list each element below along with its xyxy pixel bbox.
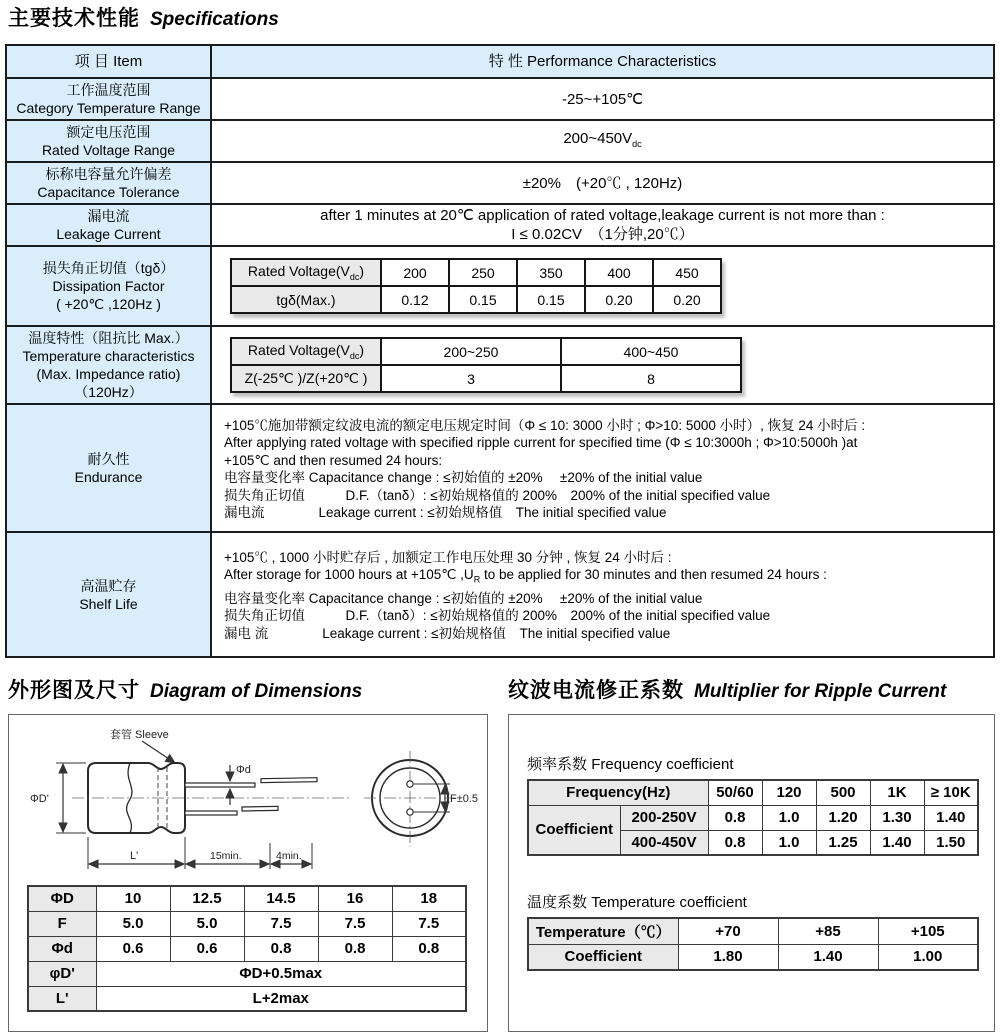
capacitor-dimension-drawing <box>12 721 484 881</box>
body-length-label: L' <box>130 850 139 862</box>
ripple-heading-zh: 纹波电流修正系数 <box>508 679 684 702</box>
lead-hole <box>407 809 413 815</box>
shelf-line-text: to be applied for 30 minutes and then resumed 24 hours : <box>480 567 827 583</box>
capacitor-top-view <box>364 751 478 847</box>
dim-value-cell: 7.5 <box>318 911 392 936</box>
label-line-zh: 高温贮存 <box>80 577 137 594</box>
lead-bottom-segment <box>242 806 278 811</box>
lead-length-label: 15min. <box>210 850 242 862</box>
lead-tip-label: 4min. <box>276 850 302 862</box>
shelf-line: 损失角正切值 D.F.（tanδ）: ≤初始规格值的 200% 200% of the initial specified value <box>224 608 771 624</box>
capacitance-tolerance-label <box>6 162 211 204</box>
label-line-en: ( +20℃ ,120Hz ) <box>56 296 161 312</box>
dim-value-cell: 0.8 <box>392 936 466 961</box>
frequency-coefficient-table <box>527 779 979 856</box>
lead-top-segment <box>261 778 317 783</box>
leakage-current-label <box>6 204 211 246</box>
head-subscript: dc <box>349 271 360 282</box>
endurance-label <box>6 404 211 532</box>
impedance-head-cell <box>231 338 381 365</box>
tgd-label-cell: tgδ(Max.) <box>231 286 381 313</box>
dim-value-cell: 5.0 <box>170 911 244 936</box>
frequency-cell: ≥ 10K <box>924 780 978 805</box>
label-line-zh: 温度特性（阻抗比 Max.） <box>28 330 189 346</box>
temp-coeff-value-cell: 1.00 <box>878 944 978 970</box>
voltage-value-subscript: dc <box>632 138 642 149</box>
coefficient-head-cell: Coefficient <box>528 805 620 855</box>
voltage-cell: 350 <box>517 259 585 286</box>
temperature-range-label <box>6 78 211 120</box>
dimensions-panel <box>8 714 488 1032</box>
endurance-line: After applying rated voltage with specified ripple current for specified time (Φ ≤ 10:3000h ; Φ>10:5000h )at <box>224 435 858 450</box>
dissipation-factor-cell <box>211 246 994 326</box>
tgd-value-cell: 0.15 <box>517 286 585 313</box>
label-line-en: Temperature characteristics <box>22 348 195 364</box>
endurance-line: 漏电流 Leakage current : ≤初始规格值 The initial specified value <box>224 505 667 520</box>
label-line-en: Leakage Current <box>56 226 161 242</box>
temperature-label-zh: 温度系数 <box>527 894 588 911</box>
tgd-value-cell: 0.20 <box>653 286 721 313</box>
leakage-line-1: after 1 minutes at 20℃ application of rated voltage,leakage current is not more than : <box>320 207 885 224</box>
dimensions-heading-zh: 外形图及尺寸 <box>8 679 140 702</box>
shelf-line: 漏电 流 Leakage current : ≤初始规格值 The initial specified value <box>224 625 671 641</box>
label-line-en: Capacitance Tolerance <box>37 184 180 200</box>
endurance-line: 损失角正切值 D.F.（tanδ）: ≤初始规格值的 200% 200% of the initial specified value <box>224 487 771 503</box>
ripple-panel <box>508 714 995 1032</box>
rated-voltage-label <box>6 120 211 162</box>
item-header-cell: 项 目 Item <box>6 45 211 78</box>
impedance-value-cell: 3 <box>381 365 561 392</box>
label-line-zh: 耐久性 <box>87 451 130 467</box>
dim-value-cell: 0.8 <box>318 936 392 961</box>
label-line-en: Dissipation Factor <box>52 278 165 294</box>
shelf-line: 电容量变化率 Capacitance change : ≤初始值的 ±20% ±20% of the initial value <box>224 590 703 606</box>
label-line-en: Category Temperature Range <box>16 100 201 116</box>
dim-row-F <box>28 911 466 936</box>
coeff-value-cell: 1.0 <box>762 805 816 830</box>
impedance-header-row <box>231 338 741 365</box>
dim-value-cell: 5.0 <box>96 911 170 936</box>
dissipation-values-row <box>231 286 721 313</box>
head-text: Rated Voltage(V <box>247 263 350 280</box>
frequency-coeff-row-low <box>528 805 978 830</box>
tgd-value-cell: 0.12 <box>381 286 449 313</box>
impedance-label-cell: Z(-25℃ )/Z(+20℃ ) <box>231 365 381 392</box>
body-diameter-label: ΦD' <box>30 793 49 805</box>
characteristics-header-cell: 特 性 Performance Characteristics <box>211 45 994 78</box>
temperature-characteristics-cell <box>211 326 994 404</box>
frequency-cell: 120 <box>762 780 816 805</box>
frequency-header-row <box>528 780 978 805</box>
coeff-value-cell: 0.8 <box>708 805 762 830</box>
coeff-value-cell: 1.50 <box>924 830 978 855</box>
lead-hole <box>407 781 413 787</box>
rated-voltage-value <box>211 120 994 162</box>
capacitance-tolerance-row <box>6 162 994 204</box>
frequency-cell: 500 <box>816 780 870 805</box>
temperature-coefficient-table <box>527 917 979 971</box>
coeff-value-cell: 1.0 <box>762 830 816 855</box>
coeff-value-cell: 1.30 <box>870 805 924 830</box>
temperature-coefficient-label <box>527 891 747 912</box>
temperature-cell: +85 <box>778 918 878 944</box>
head-text: ) <box>359 263 365 280</box>
dim-span-cell: ΦD+0.5max <box>96 961 466 986</box>
lead-top-segment <box>185 783 255 787</box>
voltage-value: 200~450V <box>563 129 633 147</box>
voltage-cell: 450 <box>653 259 721 286</box>
tgd-value-cell: 0.20 <box>585 286 653 313</box>
shelf-line: +105℃ , 1000 小时贮存后 , 加额定工作电压处理 30 分钟 , 恢复 24 小时后 : <box>224 549 672 565</box>
lead-bottom-segment <box>185 811 237 815</box>
tgd-value-cell: 0.15 <box>449 286 517 313</box>
temperature-characteristics-label <box>6 326 211 404</box>
endurance-line: +105℃ and then resumed 24 hours: <box>224 452 443 468</box>
dim-label-cell: F <box>28 911 96 936</box>
dim-value-cell: 12.5 <box>170 886 244 911</box>
dim-value-cell: 0.6 <box>96 936 170 961</box>
dim-length-chain <box>88 837 312 869</box>
frequency-head-cell: Frequency(Hz) <box>528 780 708 805</box>
label-line-zh: 损失角正切值（tgδ） <box>42 260 175 276</box>
label-line-en: Rated Voltage Range <box>41 142 176 158</box>
frequency-label-en: Frequency coefficient <box>591 756 734 773</box>
head-subscript: dc <box>349 350 360 361</box>
frequency-cell: 1K <box>870 780 924 805</box>
label-line-en: Shelf Life <box>79 595 138 612</box>
dim-value-cell: 14.5 <box>244 886 318 911</box>
dim-row-phiD2 <box>28 961 466 986</box>
leakage-current-value <box>211 204 994 246</box>
specifications-table <box>5 44 995 658</box>
dissipation-head-cell <box>231 259 381 286</box>
capacitance-tolerance-value: ±20% (+20℃ , 120Hz) <box>211 162 994 204</box>
specifications-heading <box>8 2 279 32</box>
voltage-cell: 400 <box>585 259 653 286</box>
dim-row-L2 <box>28 986 466 1011</box>
impedance-ratio-table <box>230 337 742 393</box>
head-text: ) <box>359 342 365 359</box>
dim-row-phid <box>28 936 466 961</box>
dim-value-cell: 18 <box>392 886 466 911</box>
dim-label-cell: ΦD <box>28 886 96 911</box>
temperature-cell: +105 <box>878 918 978 944</box>
spec-header-row <box>6 45 994 78</box>
dim-span-cell: L+2max <box>96 986 466 1011</box>
voltage-cell: 250 <box>449 259 517 286</box>
sleeve-label: 套管 Sleeve <box>110 729 169 741</box>
frequency-label-zh: 频率系数 <box>527 756 588 773</box>
label-line-zh: 标称电容量允许偏差 <box>45 166 172 182</box>
label-line-zh: 漏电流 <box>87 208 130 224</box>
label-line-zh: 额定电压范围 <box>66 124 151 140</box>
ripple-heading-en: Multiplier for Ripple Current <box>694 681 947 702</box>
dim-value-cell: 10 <box>96 886 170 911</box>
voltage-range-cell: 200-250V <box>620 805 708 830</box>
voltage-range-cell: 400-450V <box>620 830 708 855</box>
sleeve-callout-line <box>142 741 175 763</box>
dim-label-cell: φD' <box>28 961 96 986</box>
temperature-header-row <box>528 918 978 944</box>
impedance-value-cell: 8 <box>561 365 741 392</box>
temperature-characteristics-row <box>6 326 994 404</box>
temperature-range-row <box>6 78 994 120</box>
rated-voltage-row <box>6 120 994 162</box>
endurance-text <box>211 404 994 532</box>
range-cell: 400~450 <box>561 338 741 365</box>
label-line-en: （120Hz） <box>74 384 143 400</box>
shelf-line <box>224 566 987 589</box>
voltage-cell: 200 <box>381 259 449 286</box>
endurance-row <box>6 404 994 532</box>
coeff-value-cell: 1.20 <box>816 805 870 830</box>
endurance-line: 电容量变化率 Capacitance change : ≤初始值的 ±20% ±20% of the initial value <box>224 470 703 485</box>
label-line-en: Endurance <box>74 469 143 485</box>
dim-value-cell: 0.6 <box>170 936 244 961</box>
range-cell: 200~250 <box>381 338 561 365</box>
label-line-zh: 工作温度范围 <box>66 82 151 98</box>
dissipation-table <box>230 258 722 314</box>
temp-coeff-value-cell: 1.40 <box>778 944 878 970</box>
coeff-value-cell: 1.40 <box>924 805 978 830</box>
temperature-range-value: -25~+105℃ <box>211 78 994 120</box>
temperature-cell: +70 <box>678 918 778 944</box>
ripple-heading <box>508 674 946 704</box>
dimensions-heading <box>8 674 362 704</box>
dim-value-cell: 7.5 <box>392 911 466 936</box>
coefficient-head-cell: Coefficient <box>528 944 678 970</box>
temperature-head-cell: Temperature（℃） <box>528 918 678 944</box>
specifications-heading-en: Specifications <box>150 9 279 30</box>
specifications-heading-zh: 主要技术性能 <box>8 7 140 30</box>
leakage-line-2: I ≤ 0.02CV （1分钟,20℃） <box>511 226 694 243</box>
shelf-line-subscript: R <box>473 575 481 586</box>
frequency-cell: 50/60 <box>708 780 762 805</box>
dim-value-cell: 7.5 <box>244 911 318 936</box>
head-text: Rated Voltage(V <box>247 342 350 359</box>
leakage-current-row <box>6 204 994 246</box>
dissipation-factor-row <box>6 246 994 326</box>
label-line-en: (Max. Impedance ratio) <box>36 366 181 382</box>
dim-row-phiD <box>28 886 466 911</box>
coeff-value-cell: 1.40 <box>870 830 924 855</box>
impedance-values-row <box>231 365 741 392</box>
temp-coeff-value-cell: 1.80 <box>678 944 778 970</box>
lead-spacing-label: F±0.5 <box>450 793 479 805</box>
dissipation-header-row <box>231 259 721 286</box>
dim-label-cell: L' <box>28 986 96 1011</box>
shelf-line-text: After storage for 1000 hours at +105℃ ,U <box>224 567 474 583</box>
coeff-value-cell: 1.25 <box>816 830 870 855</box>
endurance-line: +105℃施加带额定纹波电流的额定电压规定时间（Φ ≤ 10: 3000 小时 ; Φ>10: 5000 小时）, 恢复 24 小时后 : <box>224 417 866 433</box>
dim-label-cell: Φd <box>28 936 96 961</box>
frequency-coefficient-label <box>527 753 734 774</box>
dim-value-cell: 0.8 <box>244 936 318 961</box>
temperature-label-en: Temperature coefficient <box>591 894 747 911</box>
dimensions-heading-en: Diagram of Dimensions <box>150 681 363 702</box>
dissipation-factor-label <box>6 246 211 326</box>
shelf-life-label <box>6 532 211 657</box>
shelf-life-row <box>6 532 994 657</box>
temperature-values-row <box>528 944 978 970</box>
coeff-value-cell: 0.8 <box>708 830 762 855</box>
lead-diameter-label: Φd <box>236 764 251 776</box>
dim-value-cell: 16 <box>318 886 392 911</box>
shelf-life-text <box>211 532 994 657</box>
dimensions-table <box>27 885 467 1012</box>
capacitor-side-view <box>72 763 352 833</box>
